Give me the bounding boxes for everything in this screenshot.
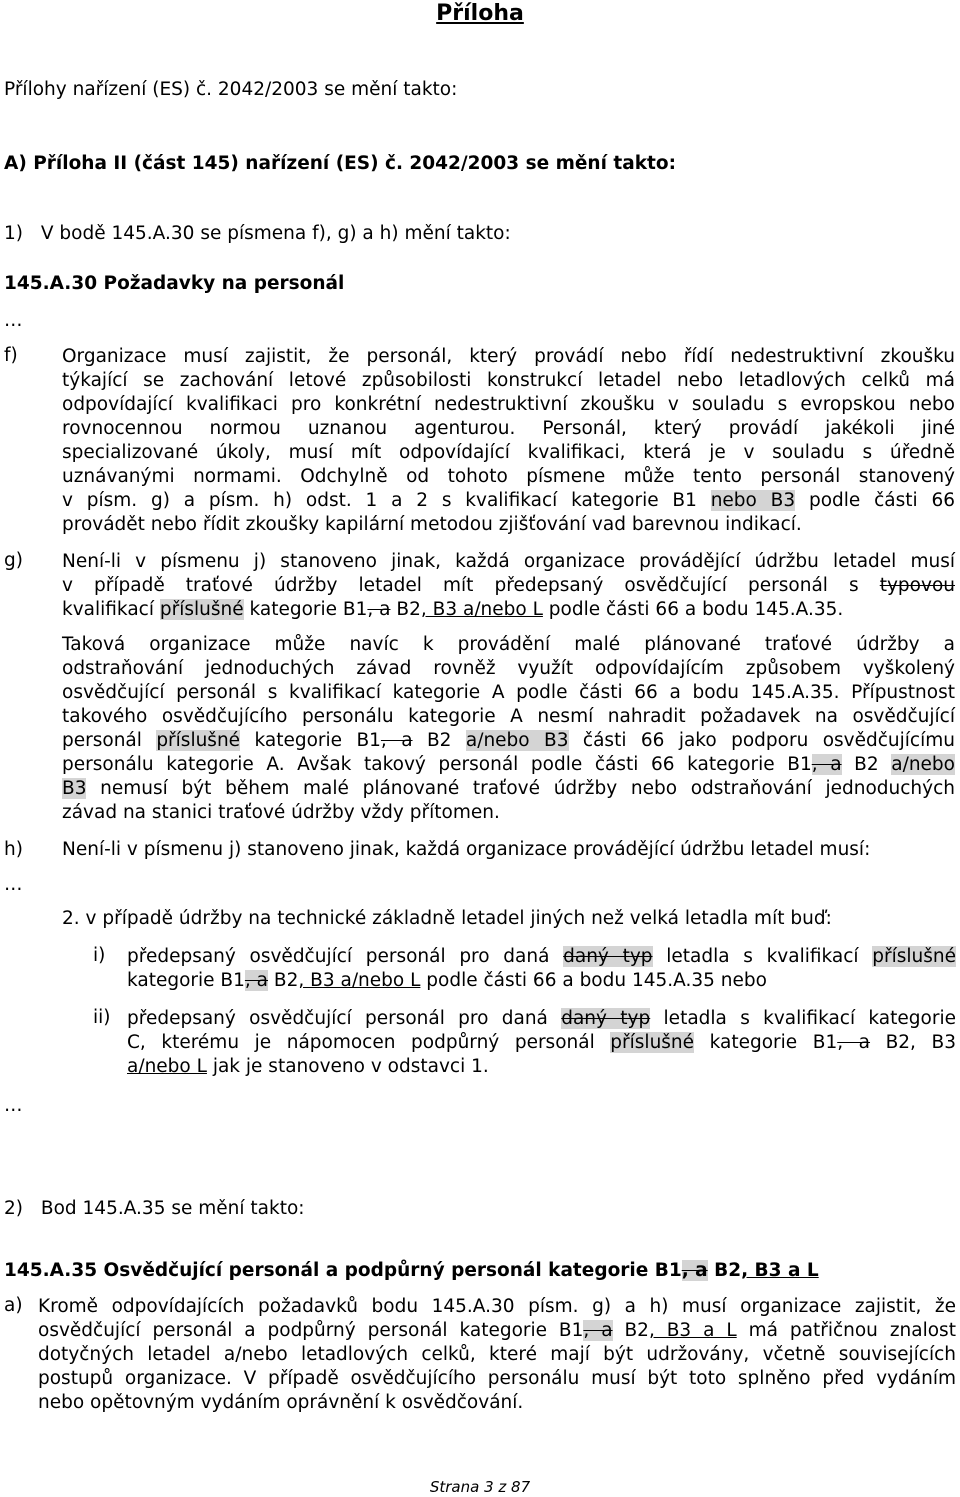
point-2: [4, 1198, 305, 1219]
text-line: odstraňování jednoduchých závad rovněž využít odpovídajícím způsobem vyškolený: [62, 658, 955, 679]
inserted-text: a/nebo L: [127, 1056, 207, 1077]
page-title: Příloha: [436, 1, 524, 26]
text-line: Kromě odpovídajících požadavků bodu 145.A.30 písm. g) a h) musí organizace zajistit, že: [38, 1296, 956, 1317]
deleted-text: , a: [244, 970, 269, 991]
deleted-text: typovou: [879, 575, 955, 596]
item-a-text: [38, 1295, 956, 1415]
text-line: personálu kategorie A. Avšak takový personál podle části 66 kategorie B1, a B2 a/nebo: [62, 754, 955, 775]
ellipsis: …: [4, 874, 23, 895]
text-line: osvědčující personál s kvalifikací kategorie A podle části 66 a bodu 145.A.35. Přípustnost: [62, 682, 955, 703]
deleted-text: , a: [681, 1260, 708, 1281]
item-g-label: g): [4, 550, 23, 571]
text-line: týkající se zachování letové způsobilosti konstrukcí letadel nebo letadlových celků má: [62, 370, 955, 391]
text-line: Taková organizace může navíc k provádění malé plánované traťové údržby a: [62, 634, 955, 655]
item-g-paragraph-2: [62, 633, 955, 825]
deleted-text: , a: [367, 599, 391, 620]
item-h-point-2: 2. v případě údržby na technické základně letadel jiných než velká letadla mít buď:: [62, 908, 832, 929]
deleted-text: , a: [380, 730, 413, 751]
deleted-text: daný typ: [563, 946, 653, 967]
deleted-text: , a: [583, 1320, 613, 1341]
inserted-text: , B3 a/nebo L: [298, 970, 421, 991]
text-line: v případě traťové údržby letadel mít předepsaný osvědčující personál s typovou: [62, 575, 955, 596]
point-2-number: 2): [4, 1198, 23, 1219]
heading-145-a-30: 145.A.30 Požadavky na personál: [4, 273, 345, 294]
text-line: C, kterému je nápomocen podpůrný personál příslušné kategorie B1, a B2, B3: [127, 1032, 956, 1053]
highlighted-text: B3: [62, 778, 87, 799]
text-line: kvalifikací příslušné kategorie B1, a B2, B3 a/nebo L podle části 66 a bodu 145.A.35.: [62, 599, 844, 620]
point-2-text: Bod 145.A.35 se mění takto:: [40, 1198, 305, 1219]
text-line: provádět nebo řídit zkoušky kapilární metodou zjišťování vad barevnou indikací.: [62, 514, 802, 535]
inserted-text: , B3 a L: [648, 1320, 737, 1341]
text-line: odpovídající kvalifikaci pro konkrétní nedestruktivní zkoušku v souladu s evropskou nebo: [62, 394, 955, 415]
text-line: a/nebo L jak je stanoveno v odstavci 1.: [127, 1056, 489, 1077]
deleted-text: , a: [811, 754, 842, 775]
deleted-text: daný typ: [561, 1008, 651, 1029]
text-line: osvědčující personál a podpůrný personál kategorie B1, a B2, B3 a L má patřičnou znalost: [38, 1320, 956, 1341]
text-line: závad na stanici traťové údržby vždy přítomen.: [62, 802, 500, 823]
highlighted-text: příslušné: [872, 946, 956, 967]
text-line: nebo opětovným vydáním oprávnění k osvědčování.: [38, 1392, 524, 1413]
text-line: v písm. g) a písm. h) odst. 1 a 2 s kvalifikací kategorie B1 nebo B3 podle části 66: [62, 490, 955, 511]
subitem-ii-text: [127, 1007, 956, 1079]
text-line: Není-li v písmenu j) stanoveno jinak, každá organizace provádějící údržbu letadel musí: [62, 551, 955, 572]
highlighted-text: příslušné: [610, 1032, 695, 1053]
highlighted-text: nebo B3: [710, 490, 796, 511]
subitem-i-text: [127, 945, 956, 993]
page-footer: Strana 3 z 87: [429, 1478, 531, 1496]
text-line: B3 nemusí být během malé plánované traťové údržby nebo odstraňování jednoduchých: [62, 778, 955, 799]
inserted-text: , B3 a L: [741, 1260, 819, 1281]
item-g-text: [62, 550, 955, 622]
item-a-label: a): [4, 1295, 23, 1316]
item-f-label: f): [4, 345, 18, 366]
text-line: předepsaný osvědčující personál pro daná daný typ letadla s kvalifikací příslušné: [127, 946, 956, 967]
item-h-text: Není-li v písmenu j) stanoveno jinak, každá organizace provádějící údržbu letadel musí:: [62, 839, 871, 860]
text-line: rovnocennou normou uznanou agenturou. Personál, který provádí jakékoli jiné: [62, 418, 955, 439]
text-line: takového osvědčujícího personálu kategorie A nesmí nahradit požadavek na osvědčující: [62, 706, 955, 727]
text-line: kategorie B1, a B2, B3 a/nebo L podle části 66 a bodu 145.A.35 nebo: [127, 970, 767, 991]
text-line: personál příslušné kategorie B1, a B2 a/nebo B3 části 66 jako podporu osvědčujícímu: [62, 730, 955, 751]
highlighted-text: příslušné: [156, 730, 241, 751]
highlighted-text: a/nebo B3: [465, 730, 569, 751]
inserted-text: , B3 a/nebo L: [420, 599, 543, 620]
subitem-i-label: i): [93, 945, 106, 966]
item-f-text: [62, 345, 955, 537]
deleted-text: , a: [837, 1032, 871, 1053]
text-line: specializované úkoly, musí mít odpovídající kvalifikaci, která je v souladu s úředně: [62, 442, 955, 463]
point-1-number: 1): [4, 223, 23, 244]
text-line: uznávanými normami. Odchylně od tohoto písmene může tento personál stanovený: [62, 466, 955, 487]
text-line: postupů organizace. V případě osvědčujícího personálu musí být toto splněno před vydáním: [38, 1368, 956, 1389]
section-a-heading: A) Příloha II (část 145) nařízení (ES) č. 2042/2003 se mění takto:: [4, 153, 676, 174]
ellipsis: …: [4, 1095, 23, 1116]
point-1: [4, 223, 511, 244]
text-line: dotyčných letadel a/nebo letadlových celků, které mají být udržovány, včetně souvisejících: [38, 1344, 956, 1365]
point-1-text: V bodě 145.A.30 se písmena f), g) a h) mění takto:: [40, 223, 511, 244]
highlighted-text: příslušné: [159, 599, 244, 620]
text-line: Organizace musí zajistit, že personál, který provádí nebo řídí nedestruktivní zkoušku: [62, 346, 955, 367]
text-line: předepsaný osvědčující personál pro daná daný typ letadla s kvalifikací kategorie: [127, 1008, 956, 1029]
ellipsis: …: [4, 310, 23, 331]
intro-text: Přílohy nařízení (ES) č. 2042/2003 se mění takto:: [4, 79, 458, 100]
heading-145-a-35: 145.A.35 Osvědčující personál a podpůrný personál kategorie B1, a B2, B3 a L: [4, 1260, 819, 1281]
subitem-ii-label: ii): [93, 1007, 111, 1028]
item-h-label: h): [4, 839, 23, 860]
highlighted-text: a/nebo: [891, 754, 955, 775]
